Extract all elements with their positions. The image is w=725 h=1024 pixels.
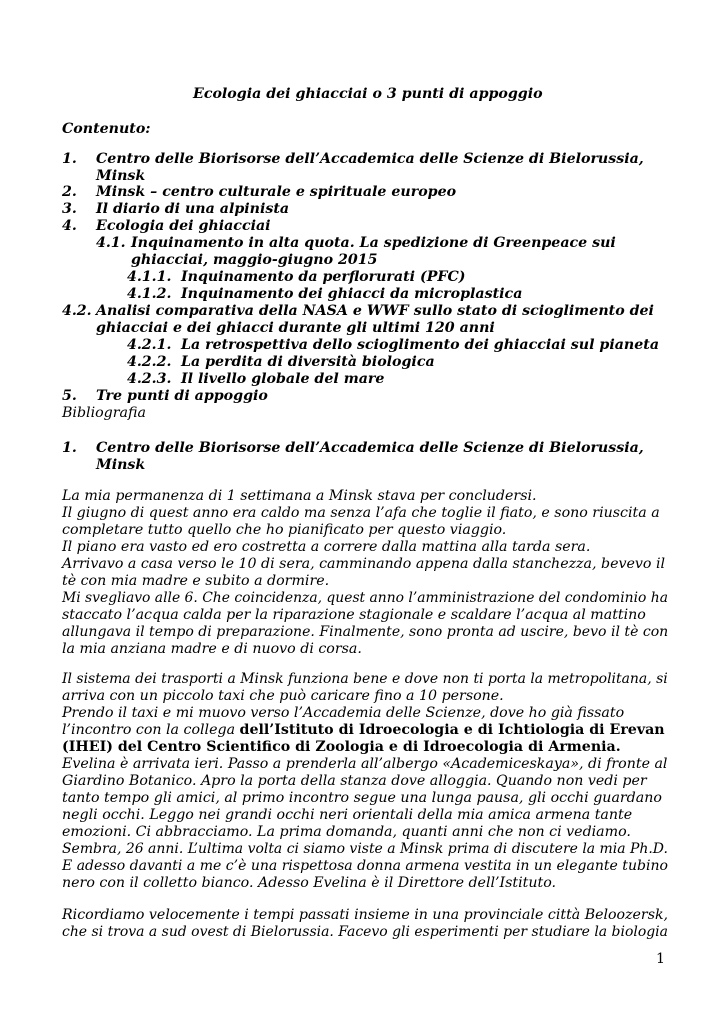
toc-text: Il livello globale del mare — [181, 371, 385, 387]
toc-number: 4.2.3. — [127, 371, 172, 387]
institute-name: dell’Istituto di Idroecologia e di Ichtiologia di Erevan — [239, 722, 665, 738]
toc-number: 1. — [62, 151, 77, 167]
toc-number: 4.1. — [96, 235, 126, 251]
toc-text: Minsk – centro culturale e spirituale europeo — [96, 184, 457, 200]
section-title: Centro delle Biorisorse dell’Accademica delle Scienze di Bielorussia, — [96, 440, 644, 456]
toc-text: Inquinamento da perflorurati (PFC) — [181, 269, 466, 285]
text-line: tè con mia madre e subito a dormire. — [62, 573, 330, 589]
text-line: nero con il colletto bianco. Adesso Evelina è il Direttore dell’Istituto. — [62, 875, 556, 891]
toc-number: 4.1.2. — [127, 286, 172, 302]
text-line: Mi svegliavo alle 6. Che coincidenza, quest anno l’amministrazione del condominio ha — [62, 590, 668, 606]
text-line: Il piano era vasto ed ero costretta a correre dalla mattina alla tarda sera. — [62, 539, 591, 555]
text-line: che si trova a sud ovest di Bielorussia. Facevo gli esperimenti per studiare la biologia — [62, 924, 668, 940]
text-line: Sembra, 26 anni. L’ultima volta ci siamo viste a Minsk prima di discutere la mia Ph.D. — [62, 841, 668, 857]
toc-text: Inquinamento dei ghiacci da microplastica — [181, 286, 523, 302]
document-title: Ecologia dei ghiacciai o 3 punti di appoggio — [193, 86, 543, 102]
toc-text: ghiacciai, maggio-giugno 2015 — [131, 252, 378, 268]
toc-text: La retrospettiva dello scioglimento dei ghiacciai sul pianeta — [181, 337, 660, 353]
toc-text: Bibliografia — [62, 405, 146, 421]
text-line: Giardino Botanico. Apro la porta della stanza dove alloggia. Quando non vedi per — [62, 773, 647, 789]
text-run: l’incontro con la collega — [62, 722, 240, 738]
text-line: allungava il tempo di preparazione. Finalmente, sono pronta ad uscire, bevo il tè con — [62, 624, 669, 640]
text-line: E adesso davanti a me c’è una rispettosa donna armena vestita in un elegante tubino — [62, 858, 668, 874]
text-line — [62, 722, 665, 739]
toc-number: 4.1.1. — [127, 269, 172, 285]
toc-number: 4. — [62, 218, 77, 234]
toc-number: 3. — [62, 201, 77, 217]
toc-text: Tre punti di appoggio — [96, 388, 268, 404]
toc-text: Minsk — [96, 168, 146, 184]
toc-number: 5. — [62, 388, 77, 404]
text-line: la mia anziana madre e di nuovo di corsa. — [62, 641, 362, 657]
page-number: 1 — [656, 951, 666, 967]
text-line: completare tutto quello che ho pianificato per questo viaggio. — [62, 522, 507, 538]
toc-text: ghiacciai e dei ghiacci durante gli ultimi 120 anni — [96, 320, 495, 336]
toc-text: Inquinamento in alta quota. La spedizione di Greenpeace sui — [131, 235, 616, 251]
text-line: Evelina è arrivata ieri. Passo a prenderla all’albergo «Academiceskaya», di fronte al — [62, 756, 668, 772]
toc-number: 4.2. — [62, 303, 92, 319]
text-line: arriva con un piccolo taxi che può caricare fino a 10 persone. — [62, 688, 504, 704]
institute-name: (IHEI) del Centro Scientifico di Zoologia e di Idroecologia di Armenia. — [62, 739, 621, 755]
text-line: Il giugno di quest anno era caldo ma senza l’afa che toglie il fiato, e sono riuscita a — [62, 505, 660, 521]
text-line: Prendo il taxi e mi muovo verso l’Accademia delle Scienze, dove ho già fissato — [62, 705, 625, 721]
toc-text: Centro delle Biorisorse dell’Accademica delle Scienze di Bielorussia, — [96, 151, 644, 167]
text-line: Il sistema dei trasporti a Minsk funziona bene e dove non ti porta la metropolitana, si — [62, 671, 668, 687]
text-line: Arrivavo a casa verso le 10 di sera, camminando appena dalla stanchezza, bevevo il — [62, 556, 666, 572]
text-line: tanto tempo gli amici, al primo incontro segue una lunga pausa, gli occhi guardano — [62, 790, 662, 806]
section-title: Minsk — [96, 457, 146, 473]
toc-number: 4.2.2. — [127, 354, 172, 370]
text-line: staccato l’acqua calda per la riparazione stagionale e scaldare l’acqua al mattino — [62, 607, 646, 623]
text-line: negli occhi. Leggo nei grandi occhi neri orientali della mia amica armena tante — [62, 807, 633, 823]
text-line: emozioni. Ci abbracciamo. La prima domanda, quanti anni che non ci vediamo. — [62, 824, 631, 840]
text-line: Ricordiamo velocemente i tempi passati insieme in una provinciale città Beloozersk, — [62, 907, 669, 923]
text-line: La mia permanenza di 1 settimana a Minsk stava per concludersi. — [62, 488, 537, 504]
contents-heading: Contenuto: — [62, 121, 151, 137]
toc-text: Ecologia dei ghiacciai — [96, 218, 271, 234]
toc-text: La perdita di diversità biologica — [181, 354, 435, 370]
toc-text: Il diario di una alpinista — [96, 201, 290, 217]
toc-text: Analisi comparativa della NASA e WWF sullo stato di scioglimento dei — [96, 303, 654, 319]
section-number: 1. — [62, 440, 77, 456]
toc-number: 4.2.1. — [127, 337, 172, 353]
toc-number: 2. — [62, 184, 77, 200]
